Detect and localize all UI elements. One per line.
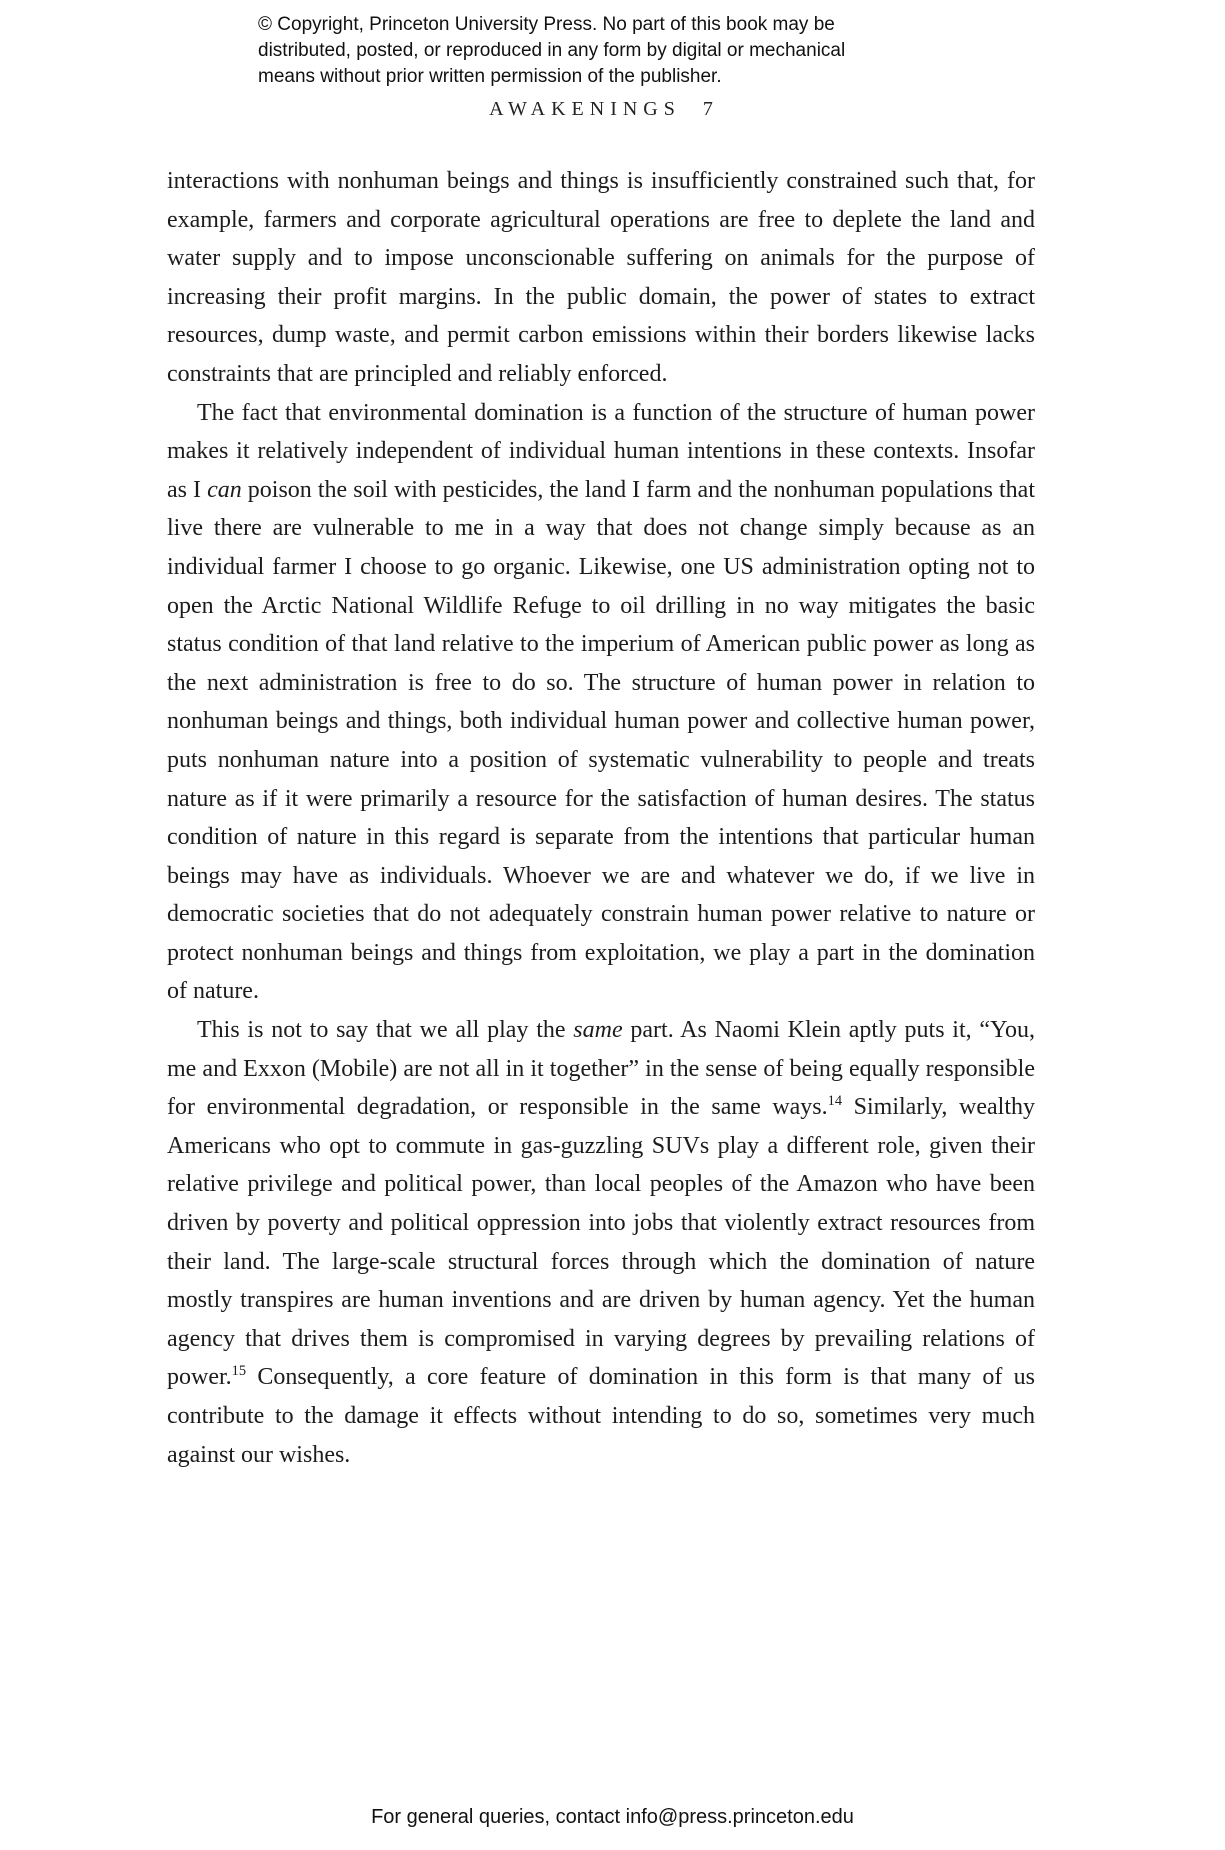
footnote-reference: 15: [231, 1363, 247, 1380]
copyright-line: means without prior written permission of the publisher.: [258, 66, 722, 87]
text-run: part. As Naomi Klein aptly puts it, “You, me and Exxon (Mobile) are not all in it together” in the sense of being equally responsible for environmental degradation, or responsible in the same ways.: [167, 1017, 1035, 1121]
text-run: interactions with nonhuman beings and things is insufficiently constrained such that, for example, farmers and corporate agricultural operations are free to deplete the land and water supply and to impose unconscionable suffering on animals for the purpose of increasing their profit margins. In the public domain, the power of states to extract resources, dump waste, and permit carbon emissions within their borders likewise lacks constraints that are principled and reliably enforced.: [167, 168, 1035, 387]
chapter-title: AWAKENINGS: [489, 98, 681, 120]
running-head: [167, 98, 1035, 121]
copyright-notice: [258, 12, 845, 90]
paragraph: [167, 394, 1035, 1012]
text-run: This is not to say that we all play the: [197, 1017, 574, 1044]
text-run: poison the soil with pesticides, the land I farm and the nonhuman populations that live there are vulnerable to me in a way that does not change simply because as an individual farmer I choose to go organic. Likewise, one US administration opting not to open the Arctic National Wildlife Refuge to oil drilling in no way mitigates the basic status condition of that land relative to the imperium of American public power as long as the next administration is free to do so. The structure of human power in relation to nonhuman beings and things, both individual human power and collective human power, puts nonhuman nature into a position of systematic vulnerability to people and treats nature as if it were primarily a resource for the satisfaction of human desires. The status condition of nature in this regard is separate from the intentions that particular human beings may have as individuals. Whoever we are and whatever we do, if we live in democratic societies that do not adequately constrain human power relative to nature or protect nonhuman beings and things from exploitation, we play a part in the domination of nature.: [167, 476, 1036, 1005]
text-run: Similarly, wealthy Americans who opt to commute in gas-guzzling SUVs play a different role, given their relative privilege and political power, than local peoples of the Amazon who have been driven by poverty and political oppression into jobs that violently extract resources from their land. The large-scale structural forces through which the domination of nature mostly transpires are human inventions and are driven by human agency. Yet the human agency that drives them is compromised in varying degrees by prevailing relations of power.: [167, 1094, 1035, 1391]
paragraph: [167, 1011, 1035, 1474]
text-run: The fact that environmental domination is a function of the structure of human power makes it relatively independent of individual human intentions in these contexts. Insofar as I: [167, 399, 1035, 503]
text-run: can: [207, 476, 242, 503]
page-number: 7: [702, 98, 713, 120]
copyright-line: distributed, posted, or reproduced in any form by digital or mechanical: [258, 40, 846, 61]
text-run: same: [573, 1017, 623, 1044]
footer-note: For general queries, contact info@press.princeton.edu: [371, 1806, 854, 1828]
footnote-reference: 14: [827, 1093, 843, 1110]
text-run: Consequently, a core feature of domination in this form is that many of us contribute to the damage it effects without intending to do so, sometimes very much against our wishes.: [167, 1364, 1035, 1468]
copyright-line: © Copyright, Princeton University Press. No part of this book may be: [258, 14, 835, 35]
paragraph: [167, 162, 1035, 394]
body-text: [167, 162, 1035, 1474]
